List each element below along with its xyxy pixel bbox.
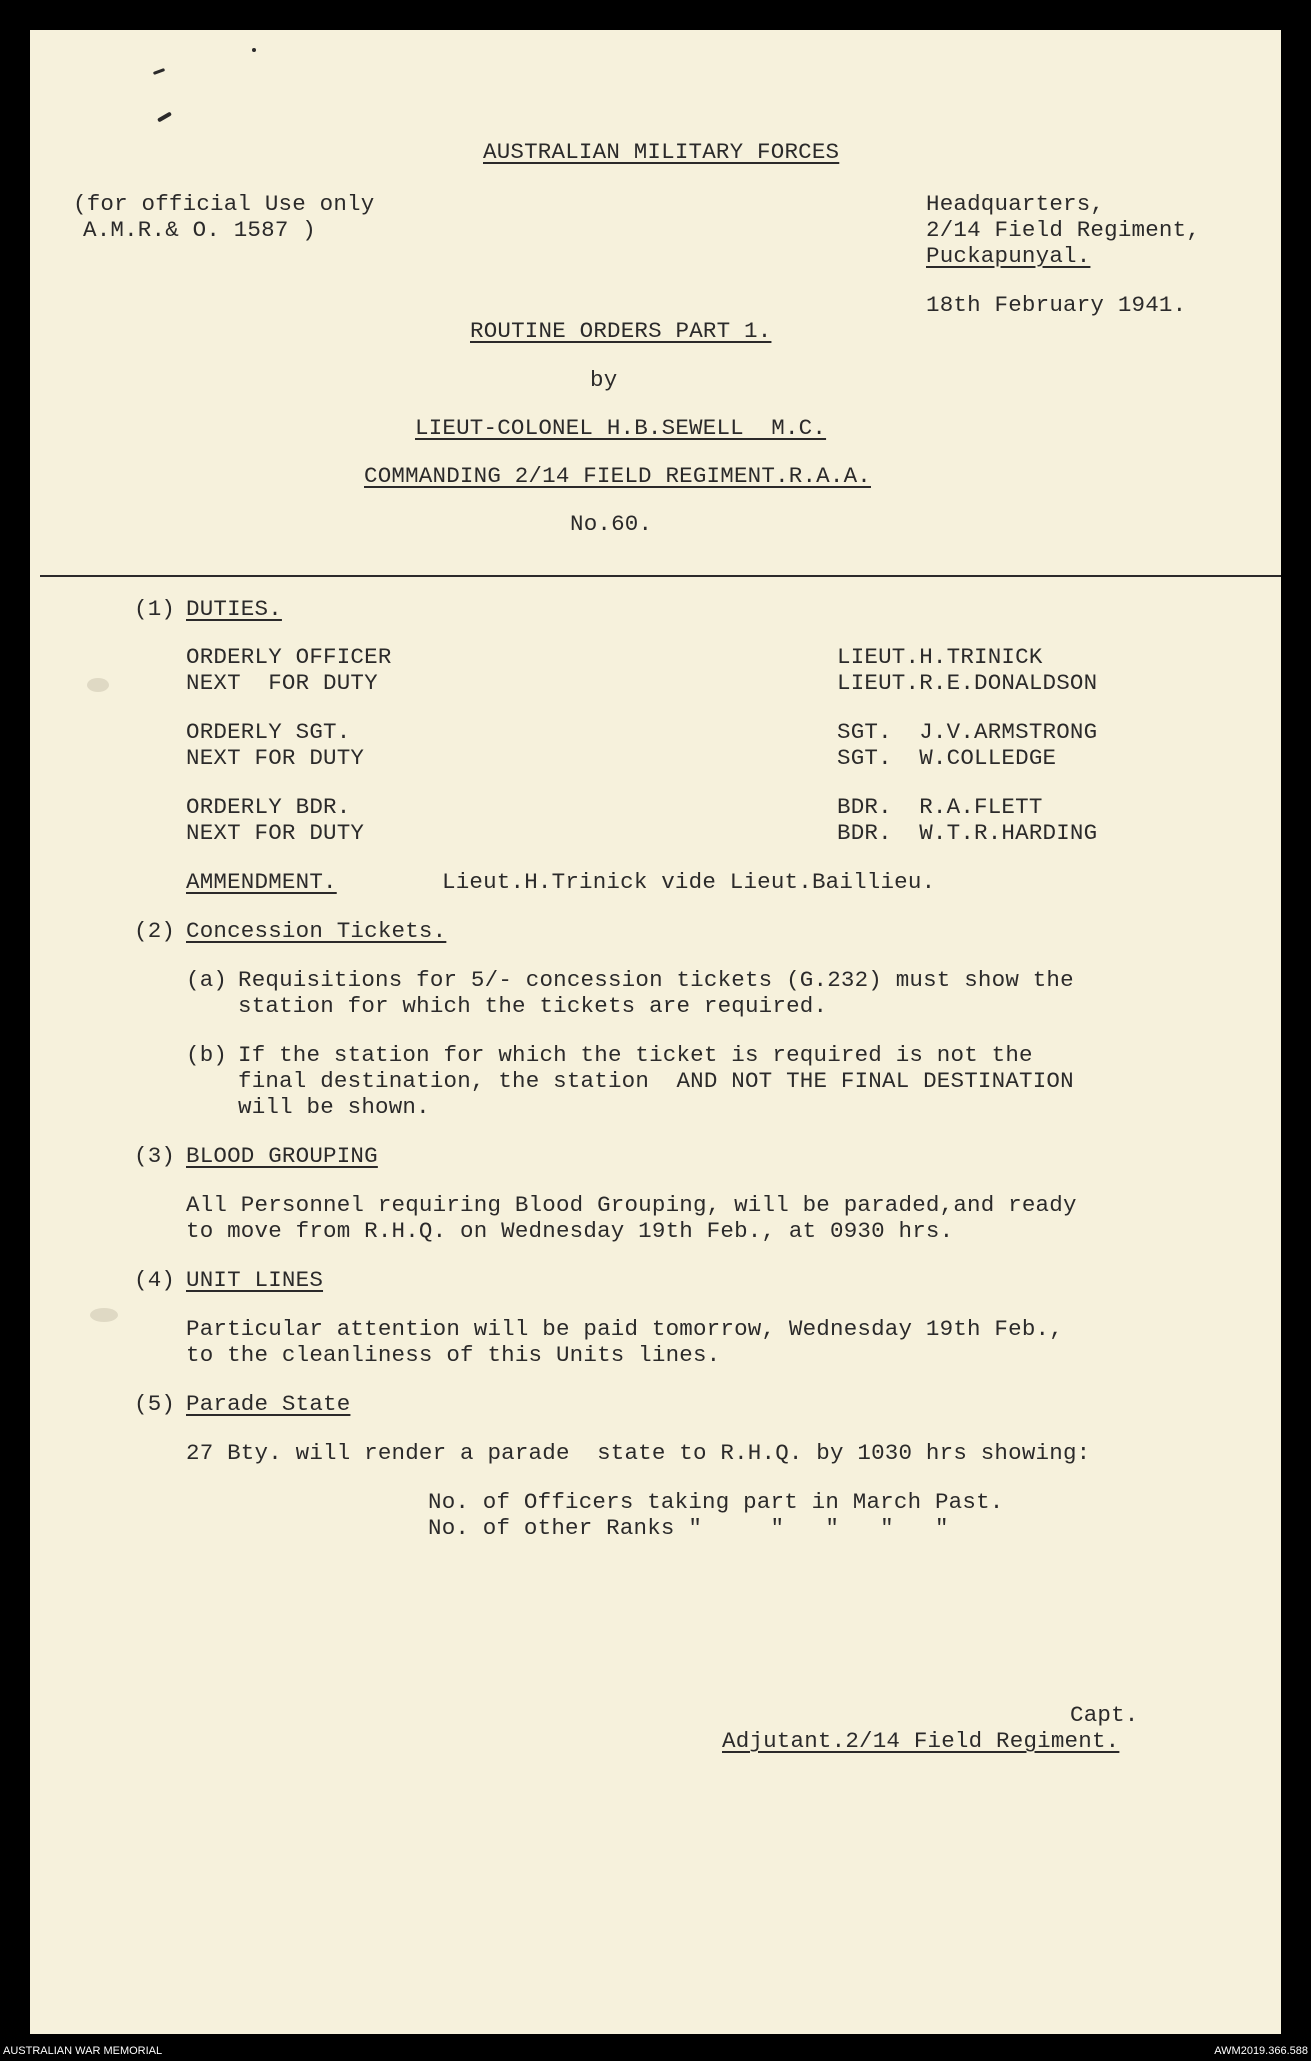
section-number: (1) (134, 596, 176, 622)
paragraph-line: to the cleanliness of this Units lines. (186, 1342, 721, 1368)
clause-text: will be shown. (238, 1094, 430, 1120)
clause-label: (a) (186, 967, 228, 993)
signature-rank: Capt. (1070, 1702, 1139, 1728)
by-line: by (590, 367, 618, 393)
blood-grouping-heading: BLOOD GROUPING (186, 1143, 378, 1169)
archive-footer-left: AUSTRALIAN WAR MEMORIAL (3, 2045, 163, 2057)
parade-item: No. of Officers taking part in March Past. (428, 1489, 1004, 1515)
headquarters-location: Puckapunyal. (926, 243, 1091, 269)
paper-smudge (90, 1308, 118, 1322)
section-number: (2) (134, 918, 176, 944)
duty-role: ORDERLY SGT. (186, 719, 351, 745)
routine-orders-heading: ROUTINE ORDERS PART 1. (470, 318, 772, 344)
duties-heading: DUTIES. (186, 596, 282, 622)
duty-role: NEXT FOR DUTY (186, 745, 365, 771)
parade-state-heading: Parade State (186, 1391, 351, 1417)
ink-mark (252, 48, 256, 52)
clause-text: Requisitions for 5/- concession tickets (G.232) must show the (238, 967, 1074, 993)
duty-name: BDR. R.A.FLETT (837, 794, 1043, 820)
clause-text: station for which the tickets are required. (238, 993, 828, 1019)
duty-role: ORDERLY OFFICER (186, 644, 392, 670)
headquarters-line-1: Headquarters, (926, 191, 1105, 217)
duty-role: NEXT FOR DUTY (186, 670, 378, 696)
duty-name: SGT. W.COLLEDGE (837, 745, 1057, 771)
archive-footer-right: AWM2019.366.588 (1214, 2045, 1308, 2057)
duty-name: SGT. J.V.ARMSTRONG (837, 719, 1098, 745)
amendment-label: AMMENDMENT. (186, 869, 337, 895)
paragraph-line: to move from R.H.Q. on Wednesday 19th Feb., at 0930 hrs. (186, 1218, 954, 1244)
clause-label: (b) (186, 1042, 228, 1068)
commanding-regiment: COMMANDING 2/14 FIELD REGIMENT.R.A.A. (364, 463, 871, 489)
document-date: 18th February 1941. (926, 292, 1187, 318)
clause-text: If the station for which the ticket is required is not the (238, 1042, 1033, 1068)
duty-name: BDR. W.T.R.HARDING (837, 820, 1098, 846)
duty-role: ORDERLY BDR. (186, 794, 351, 820)
amendment-text: Lieut.H.Trinick vide Lieut.Baillieu. (442, 869, 936, 895)
document-page (30, 30, 1281, 2034)
section-number: (3) (134, 1143, 176, 1169)
unit-lines-heading: UNIT LINES (186, 1267, 324, 1293)
duty-role: NEXT FOR DUTY (186, 820, 365, 846)
duty-name: LIEUT.H.TRINICK (837, 644, 1043, 670)
concession-heading: Concession Tickets. (186, 918, 447, 944)
signature-title: Adjutant.2/14 Field Regiment. (722, 1728, 1120, 1754)
section-number: (5) (134, 1391, 176, 1417)
commanding-officer-name: LIEUT-COLONEL H.B.SEWELL M.C. (415, 415, 827, 441)
order-number: No.60. (570, 511, 653, 537)
paragraph-line: Particular attention will be paid tomorrow, Wednesday 19th Feb., (186, 1316, 1063, 1342)
paragraph-line: All Personnel requiring Blood Grouping, will be paraded,and ready (186, 1192, 1077, 1218)
paper-smudge (87, 678, 109, 692)
document-title: AUSTRALIAN MILITARY FORCES (483, 139, 840, 165)
paragraph-line: 27 Bty. will render a parade state to R.H.Q. by 1030 hrs showing: (186, 1440, 1091, 1466)
headquarters-line-2: 2/14 Field Regiment, (926, 217, 1201, 243)
section-number: (4) (134, 1267, 176, 1293)
official-use-line-1: (for official Use only (73, 191, 375, 217)
ink-mark (153, 68, 165, 75)
ink-mark (157, 112, 172, 123)
horizontal-rule (40, 575, 1281, 577)
official-use-line-2: A.M.R.& O. 1587 ) (83, 217, 316, 243)
clause-text: final destination, the station AND NOT THE FINAL DESTINATION (238, 1068, 1074, 1094)
parade-item: No. of other Ranks " " " " " (428, 1515, 949, 1541)
duty-name: LIEUT.R.E.DONALDSON (837, 670, 1098, 696)
